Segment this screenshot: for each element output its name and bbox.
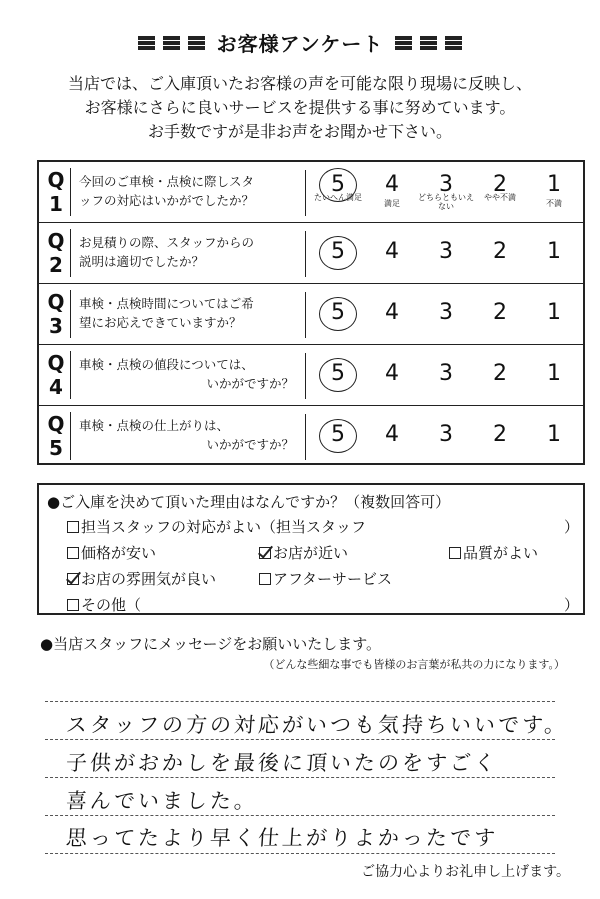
checkbox[interactable]: [449, 547, 461, 559]
reason-option[interactable]: 品質がよい: [449, 542, 538, 563]
question-number: Q 2: [47, 229, 65, 277]
close-paren: ）: [564, 596, 580, 614]
dashed-line: [45, 815, 555, 816]
rating-5[interactable]: 5: [331, 172, 345, 197]
rating-5[interactable]: 5: [331, 361, 345, 386]
question-number: Q 1: [47, 168, 65, 216]
rating-5[interactable]: 5: [331, 300, 345, 325]
rating-5[interactable]: 5: [331, 239, 345, 264]
message-note: （どんな些細な事でも皆様のお言葉が私共の力になります。）: [263, 658, 565, 671]
handwritten-message-line: 子供がおかしを最後に頂いたのをすごく: [65, 751, 499, 775]
rating-3[interactable]: 3: [439, 172, 453, 197]
reason-option[interactable]: アフターサービス: [259, 568, 392, 589]
rating-4[interactable]: 4: [385, 361, 399, 386]
reason-option[interactable]: その他（: [67, 594, 141, 615]
checkbox[interactable]: [67, 521, 79, 533]
rating-2[interactable]: 2: [493, 172, 507, 197]
rating-3[interactable]: 3: [439, 300, 453, 325]
intro-line: 当店では、ご入庫頂いたお客様の声を可能な限り現場に反映し、: [67, 74, 532, 93]
divider: [70, 412, 71, 460]
question-row-2: [39, 223, 583, 284]
rating-1[interactable]: 1: [547, 239, 561, 264]
divider: [70, 351, 71, 399]
title-decoration-icon: [420, 36, 437, 50]
rating-3[interactable]: 3: [439, 422, 453, 447]
reason-option[interactable]: お店が近い: [259, 542, 348, 563]
close-paren: ）: [564, 518, 580, 536]
divider: [70, 168, 71, 216]
rating-5[interactable]: 5: [331, 422, 345, 447]
title-decoration-icon: [163, 36, 180, 50]
title-row: [0, 28, 600, 57]
rating-2[interactable]: 2: [493, 239, 507, 264]
question-text: お見積りの際、スタッフからの 説明は適切でしたか？: [79, 235, 255, 269]
rating-2[interactable]: 2: [493, 300, 507, 325]
scale-label: たいへん満足: [314, 193, 362, 202]
checkbox-checked[interactable]: [67, 573, 79, 585]
question-row-1: [39, 162, 583, 223]
dashed-line: [45, 853, 555, 854]
dashed-line: [45, 701, 555, 702]
rating-1[interactable]: 1: [547, 361, 561, 386]
question-row-5: [39, 406, 583, 467]
scale-label: 満足: [384, 199, 400, 208]
rating-3[interactable]: 3: [439, 239, 453, 264]
page-title: お客様アンケート: [216, 32, 384, 56]
divider: [70, 229, 71, 277]
rating-4[interactable]: 4: [385, 239, 399, 264]
question-number: Q 5: [47, 412, 65, 460]
checkbox[interactable]: [67, 599, 79, 611]
divider: [305, 170, 306, 216]
question-number: Q 4: [47, 351, 65, 399]
checkbox-checked[interactable]: [259, 547, 271, 559]
rating-4[interactable]: 4: [385, 422, 399, 447]
divider: [305, 231, 306, 277]
question-text: 今回のご車検・点検に際しスタ ッフの対応はいかがでしたか？: [79, 174, 255, 208]
intro-line: お手数ですが是非お声をお聞かせ下さい。: [147, 122, 452, 141]
rating-1[interactable]: 1: [547, 300, 561, 325]
question-text: 車検・点検の仕上がりは、 いかがですか？: [79, 418, 294, 452]
checkbox[interactable]: [259, 573, 271, 585]
question-row-3: [39, 284, 583, 345]
divider: [305, 414, 306, 460]
question-row-4: [39, 345, 583, 406]
thanks-text: ご協力心よりお礼申し上げます。: [361, 864, 570, 880]
rating-4[interactable]: 4: [385, 300, 399, 325]
handwritten-message-line: 喜んでいました。: [65, 789, 259, 813]
questions-box: [37, 160, 585, 465]
title-decoration-icon: [395, 36, 412, 50]
title-decoration-icon: [445, 36, 462, 50]
handwritten-message-line: スタッフの方の対応がいつも気持ちいいです。: [65, 713, 570, 737]
rating-2[interactable]: 2: [493, 361, 507, 386]
reason-option[interactable]: お店の雰囲気が良い: [67, 568, 216, 589]
scale-label: どちらともいえない: [418, 193, 474, 211]
scale-label: やや不満: [484, 193, 516, 202]
divider: [305, 353, 306, 399]
rating-1[interactable]: 1: [547, 172, 561, 197]
rating-3[interactable]: 3: [439, 361, 453, 386]
handwritten-message-line: 思ってたより早く仕上がりよかったです: [65, 826, 499, 850]
question-text: 車検・点検時間についてはご希 望にお応えできていますか？: [79, 296, 254, 330]
reason-option[interactable]: 担当スタッフの対応がよい（担当スタッフ: [67, 516, 366, 537]
rating-2[interactable]: 2: [493, 422, 507, 447]
divider: [305, 292, 306, 338]
message-title: ●当店スタッフにメッセージをお願いいたします。: [40, 635, 381, 653]
scale-label: 不満: [546, 199, 562, 208]
dashed-line: [45, 777, 555, 778]
title-decoration-icon: [138, 36, 155, 50]
reason-option[interactable]: 価格が安い: [67, 542, 156, 563]
checkbox[interactable]: [67, 547, 79, 559]
question-text: 車検・点検の値段については、 いかがですか？: [79, 357, 294, 391]
title-decoration-icon: [188, 36, 205, 50]
divider: [70, 290, 71, 338]
rating-4[interactable]: 4: [385, 172, 399, 197]
dashed-line: [45, 739, 555, 740]
intro-line: お客様にさらに良いサービスを提供する事に努めています。: [84, 98, 516, 117]
reasons-box: [37, 483, 585, 615]
question-number: Q 3: [47, 290, 65, 338]
reasons-title: ●ご入庫を決めて頂いた理由はなんですか？（複数回答可）: [47, 493, 451, 511]
rating-1[interactable]: 1: [547, 422, 561, 447]
intro-text: [0, 72, 600, 144]
